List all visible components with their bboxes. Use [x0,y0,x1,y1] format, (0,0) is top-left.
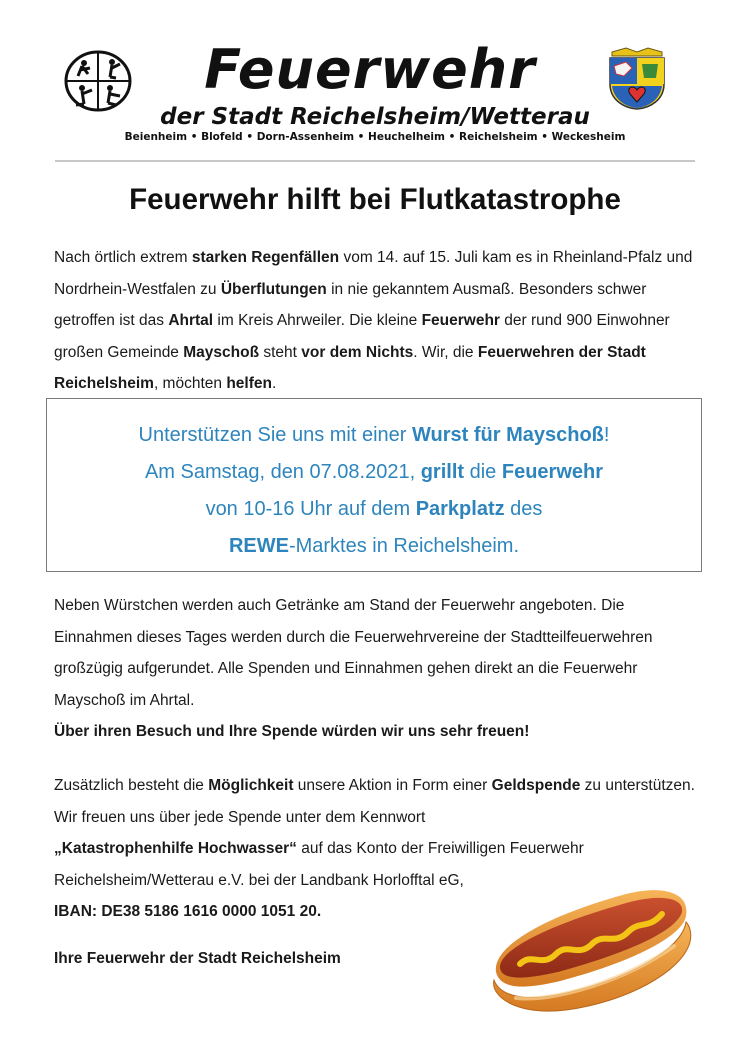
callout-line-1: Unterstützen Sie uns mit einer Wurst für Mayschoß! [138,424,610,446]
event-callout-box [46,398,702,572]
thanks-note: Über ihren Besuch und Ihre Spende würden wir uns sehr freuen! [54,723,530,740]
coat-of-arms-icon [606,46,668,110]
callout-line-3: von 10-16 Uhr auf dem Parkplatz des [205,498,543,520]
proceeds-paragraph: Neben Würstchen werden auch Getränke am Stand der Feuerwehr angeboten. Die Einnahmen dieses Tages werden durch die Feuerwehrvereine der Stadtteilfeuerwehren großzügig aufgerundet. Alle Spenden und Einnahmen gehen direkt an die Feuerwehr Mayschoß im Ahrtal. Über ihren Besuch und Ihre Spende würden wir uns sehr freuen! [54,597,653,740]
letterhead [0,0,750,165]
donation-keyword: „Katastrophenhilfe Hochwasser“ [54,840,297,857]
callout-line-4: REWE-Marktes in Reichelsheim. [228,535,520,557]
donation-paragraph: Zusätzlich besteht die Möglichkeit unsere Aktion in Form einer Geldspende zu unterstützen. Wir freuen uns über jede Spende unter dem Kennwort „Katastrophenhilfe Hochwasser“ auf das Konto der Freiwilligen Feuerwehr Reichelsheim/Wetterau e.V. bei der Landbank Horlofftal eG, IBAN: DE38 5186 1616 0000 1051 20. [54,777,695,920]
iban: IBAN: DE38 5186 1616 0000 1051 20. [54,903,322,920]
page-headline: Feuerwehr hilft bei Flutkatastrophe [129,183,621,216]
intro-paragraph: Nach örtlich extrem starken Regenfällen vom 14. auf 15. Juli kam es in Rheinland-Pfalz und Nordrhein-Westfalen zu Überflutungen in nie gekanntem Ausmaß. Besonders schwer getroffen ist das Ahrtal im Kreis Ahrweiler. Die kleine Feuerwehr der rund 900 Einwohner großen Gemeinde Mayschoß steht vor dem Nichts. Wir, die Feuerwehren der Stadt Reichelsheim, möchten helfen. [54,249,693,392]
hotdog-icon [486,876,694,1024]
district-list: Beienheim • Blofeld • Dorn-Assenheim • Heuchelheim • Reichelsheim • Weckesheim [124,131,626,143]
brand-title: Feuerwehr [204,38,536,101]
signature-line: Ihre Feuerwehr der Stadt Reichelsheim [54,950,341,967]
header-divider [55,160,695,162]
brand-subtitle: der Stadt Reichelsheim/Wetterau [160,104,590,130]
callout-line-2: Am Samstag, den 07.08.2021, grillt die Feuerwehr [144,461,604,483]
